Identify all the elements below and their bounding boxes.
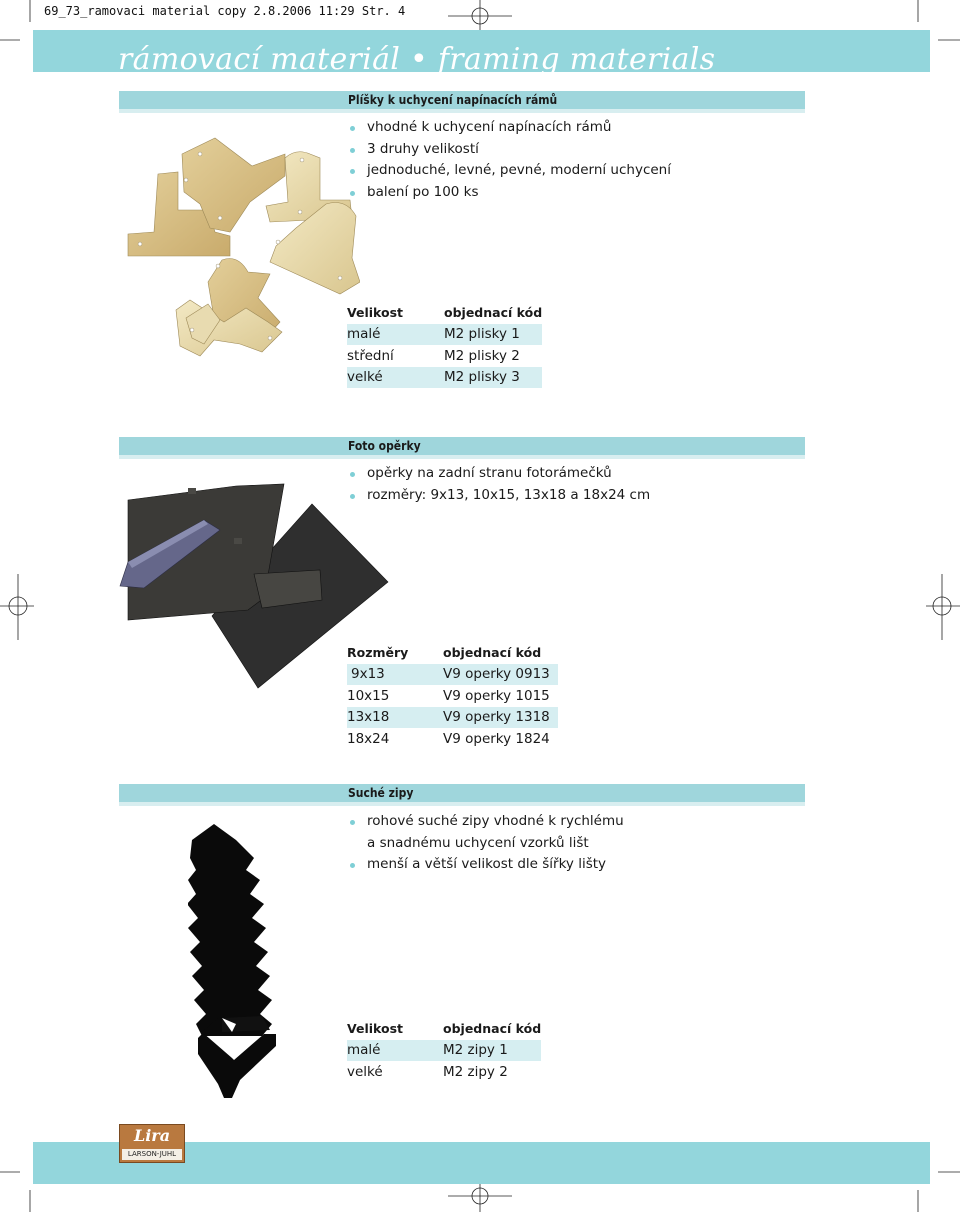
table-row [347, 324, 542, 346]
table-header: objednací kód [443, 645, 542, 661]
table-cell: V9 operky 0913 [443, 664, 558, 686]
plates-image [120, 132, 360, 377]
table-cell: M2 plisky 3 [444, 367, 542, 389]
table-cell: velké [347, 367, 444, 389]
bullet-item: rohové suché zipy vhodné k rychlému [348, 811, 624, 833]
table-cell: velké [347, 1063, 383, 1080]
section-title: Foto opěrky [348, 439, 421, 453]
table-row [347, 707, 558, 729]
table-cell: V9 operky 1824 [443, 730, 550, 747]
section-title: Suché zipy [348, 786, 414, 800]
bullet-item: balení po 100 ks [348, 182, 671, 204]
table-cell: V9 operky 1015 [443, 687, 550, 704]
table-cell: M2 plisky 1 [444, 324, 542, 346]
table-cell: 18x24 [347, 730, 390, 747]
table-row [347, 1061, 541, 1083]
section-title: Plíšky k uchycení napínacích rámů [348, 93, 558, 107]
section-bar-foto-operky [119, 437, 805, 459]
table-header: objednací kód [444, 305, 543, 321]
table-row [347, 685, 558, 707]
table-header: Velikost [347, 1021, 404, 1037]
print-slug: 69_73_ramovaci material copy 2.8.2006 11:29 Str. 4 [44, 4, 406, 18]
lira-logo [119, 1124, 185, 1163]
spec-table [347, 642, 558, 750]
table-row [347, 1040, 541, 1062]
section-bar-suche-zipy [119, 784, 805, 806]
bullet-item-continuation: a snadnému uchycení vzorků lišt [367, 834, 589, 851]
page-title: rámovací materiál • framing materials [118, 42, 716, 77]
velcro-image [188, 822, 288, 1102]
table-cell: 9x13 [347, 664, 443, 686]
bullet-item: rozměry: 9x13, 10x15, 13x18 a 18x24 cm [348, 485, 650, 507]
table-cell: V9 operky 1318 [443, 707, 558, 729]
bullet-item: menší a větší velikost dle šířky lišty [348, 854, 624, 876]
table-header: Velikost [347, 305, 404, 321]
logo-subtext: LARSON-JUHL [122, 1149, 182, 1160]
bullet-list [348, 811, 624, 876]
table-row [347, 664, 558, 686]
bullet-item: opěrky na zadní stranu fotorámečků [348, 463, 650, 485]
bullet-item: vhodné k uchycení napínacích rámů [348, 117, 671, 139]
table-header: objednací kód [443, 1021, 542, 1037]
table-row [347, 345, 542, 367]
table-row [347, 728, 558, 750]
table-cell: 13x18 [347, 707, 443, 729]
bullet-item: 3 druhy velikostí [348, 139, 671, 161]
logo-script: Lira [133, 1126, 171, 1145]
table-cell: malé [347, 1040, 443, 1062]
bullet-list [348, 117, 671, 203]
table-cell: malé [347, 324, 444, 346]
bullet-item: jednoduché, levné, pevné, moderní uchycení [348, 160, 671, 182]
table-row [347, 367, 542, 389]
section-bar-plisky [119, 91, 805, 113]
spec-table [347, 302, 542, 388]
table-cell: M2 plisky 2 [444, 347, 520, 364]
table-cell: M2 zipy 1 [443, 1040, 541, 1062]
bullet-list [348, 463, 650, 506]
table-cell: M2 zipy 2 [443, 1063, 508, 1080]
table-cell: 10x15 [347, 687, 390, 704]
spec-table [347, 1018, 541, 1083]
table-cell: střední [347, 347, 394, 364]
table-header: Rozměry [347, 645, 409, 661]
